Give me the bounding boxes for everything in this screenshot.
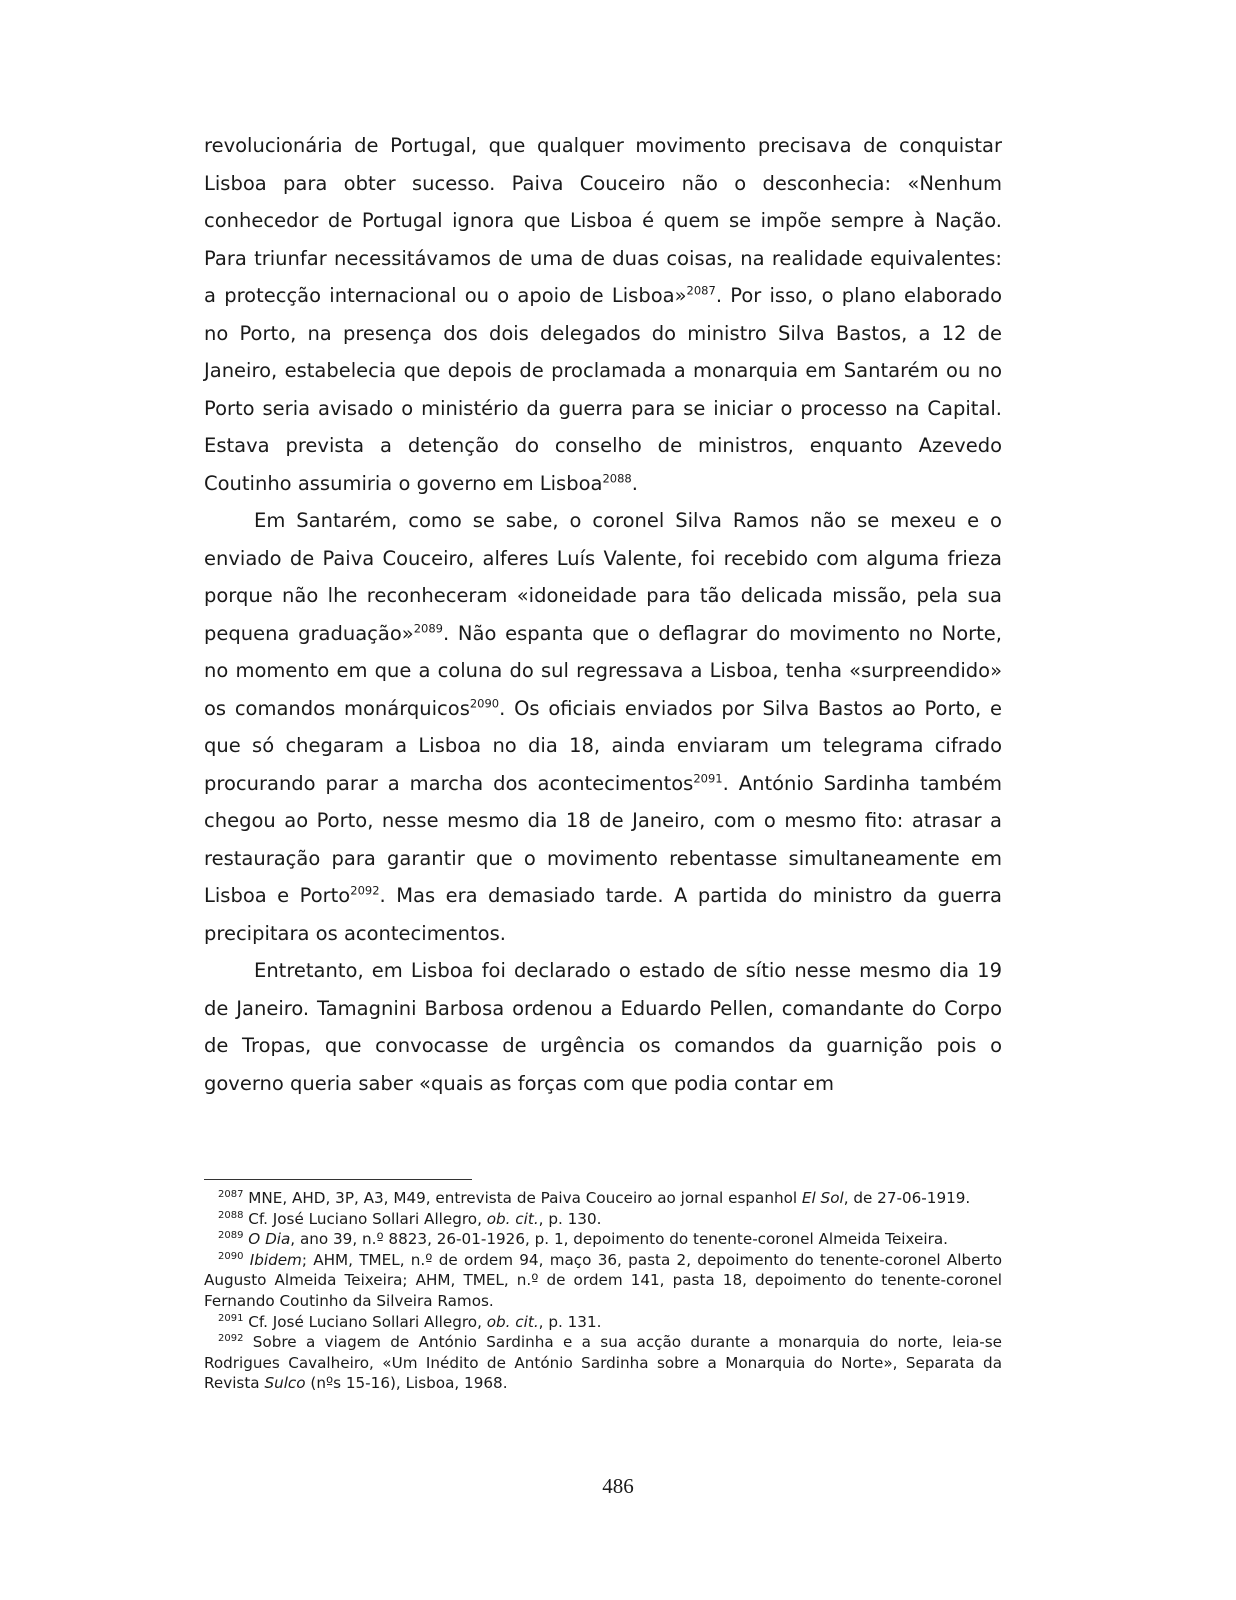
footnote-number: 2087 <box>218 1188 244 1200</box>
footnote-ref-2091[interactable]: 2091 <box>693 771 723 785</box>
text-segment: . Não espanta que o deflagrar do movimento no Norte, no momento em que a coluna do sul regressava a Lisboa, tenha «surpreendido» os comandos monárquicos <box>204 621 1002 720</box>
footnotes <box>204 1188 1002 1394</box>
footnote-italic: Sulco <box>264 1374 306 1393</box>
footnote-text: ; AHM, TMEL, n.º de ordem 94, maço 36, pasta 2, depoimento do tenente-coronel Alberto Augusto Almeida Teixeira; AHM, TMEL, n.º de ordem 141, pasta 18, depoimento do tenente-coronel Fernando Coutinho da Silveira Ramos. <box>204 1250 1003 1310</box>
footnote-2090 <box>204 1250 1002 1312</box>
footnote-2087 <box>204 1188 1002 1209</box>
text-segment: . António Sardinha também chegou ao Porto, nesse mesmo dia 18 de Janeiro, com o mesmo fito: atrasar a restauração para garantir que o movimento rebentasse simultaneamente em Lisboa e Porto <box>204 771 1002 907</box>
footnote-ref-2087[interactable]: 2087 <box>686 283 716 298</box>
footnote-number: 2091 <box>218 1312 244 1324</box>
footnote-text: Cf. José Luciano Sollari Allegro, <box>243 1209 487 1228</box>
footnote-number: 2092 <box>218 1333 244 1345</box>
footnote-text: , de 27-06-1919. <box>843 1189 971 1207</box>
text-segment: Em Santarém, como se sabe, o coronel Silva Ramos não se mexeu e o enviado de Paiva Couceiro, alferes Luís Valente, foi recebido com alguma frieza porque não lhe reconheceram «idoneidade para tão delicada missão, pela sua pequena graduação» <box>204 509 1002 645</box>
footnote-text: , p. 130. <box>538 1209 602 1228</box>
footnote-italic: Ibidem <box>249 1250 302 1269</box>
footnote-text: Cf. José Luciano Sollari Allegro, <box>243 1312 487 1331</box>
footnote-2092 <box>204 1332 1002 1394</box>
text-segment: revolucionária de Portugal, que qualquer movimento precisava de conquistar Lisboa para obter sucesso. Paiva Couceiro não o desconhecia: «Nenhum conhecedor de Portugal ignora que Lisboa é quem se impõe sempre à Nação. Para triunfar necessitávamos de uma de duas coisas, na realidade equivalentes: a protecção internacional ou o apoio de Lisboa» <box>204 134 1002 307</box>
text-segment: Entretanto, em Lisboa foi declarado o estado de sítio nesse mesmo dia 19 de Janeiro. Tamagnini Barbosa ordenou a Eduardo Pellen, comandante do Corpo de Tropas, que convocasse de urgência os comandos da guarnição pois o governo queria saber «quais as forças com que podia contar em <box>204 959 1002 1095</box>
footnote-number: 2088 <box>218 1209 244 1221</box>
footnote-text: MNE, AHD, 3P, A3, M49, entrevista de Paiva Couceiro ao jornal espanhol <box>243 1189 802 1207</box>
footnote-number: 2090 <box>218 1250 244 1262</box>
footnote-italic: El Sol <box>801 1189 844 1207</box>
text-segment: . Mas era demasiado tarde. A partida do ministro da guerra precipitara os acontecimentos. <box>204 884 1002 945</box>
footnote-separator <box>204 1179 472 1180</box>
text-segment: . Por isso, o plano elaborado no Porto, na presença dos dois delegados do ministro Silva Bastos, a 12 de Janeiro, estabelecia que depois de proclamada a monarquia em Santarém ou no Porto seria avisado o ministério da guerra para se iniciar o processo na Capital. Estava prevista a detenção do conselho de ministros, enquanto Azevedo Coutinho assumiria o governo em Lisboa <box>204 284 1003 495</box>
footnote-2091 <box>204 1312 1002 1333</box>
footnote-italic: ob. cit. <box>486 1209 539 1228</box>
footnote-text: Sobre a viagem de António Sardinha e a sua acção durante a monarquia do norte, leia-se Rodrigues Cavalheiro, «Um Inédito de António Sardinha sobre a Monarquia do Norte», Separata da Revista <box>204 1333 1002 1393</box>
paragraph-2 <box>204 502 1002 952</box>
text-segment: . Os oficiais enviados por Silva Bastos ao Porto, e que só chegaram a Lisboa no dia 18, ainda enviaram um telegrama cifrado procurando parar a marcha dos acontecimentos <box>204 696 1002 795</box>
footnote-2088 <box>204 1209 1002 1230</box>
footnote-2089 <box>204 1229 1002 1250</box>
footnote-ref-2088[interactable]: 2088 <box>602 471 632 485</box>
footnote-number: 2089 <box>218 1230 244 1242</box>
footnote-ref-2090[interactable]: 2090 <box>469 696 500 710</box>
footnote-ref-2092[interactable]: 2092 <box>350 883 380 898</box>
paragraph-1 <box>204 127 1002 502</box>
footnote-text: (nºs 15-16), Lisboa, 1968. <box>305 1374 508 1393</box>
footnote-italic: O Dia <box>248 1230 291 1249</box>
main-text <box>204 127 1002 1102</box>
page-number: 486 <box>602 1474 634 1498</box>
footnote-text: , ano 39, n.º 8823, 26-01-1926, p. 1, depoimento do tenente-coronel Almeida Teixeira. <box>290 1230 948 1249</box>
footnote-italic: ob. cit. <box>486 1312 539 1331</box>
text-segment: . <box>631 471 638 495</box>
footnote-text: , p. 131. <box>538 1312 602 1331</box>
paragraph-3 <box>204 952 1002 1102</box>
footnote-ref-2089[interactable]: 2089 <box>413 621 443 635</box>
